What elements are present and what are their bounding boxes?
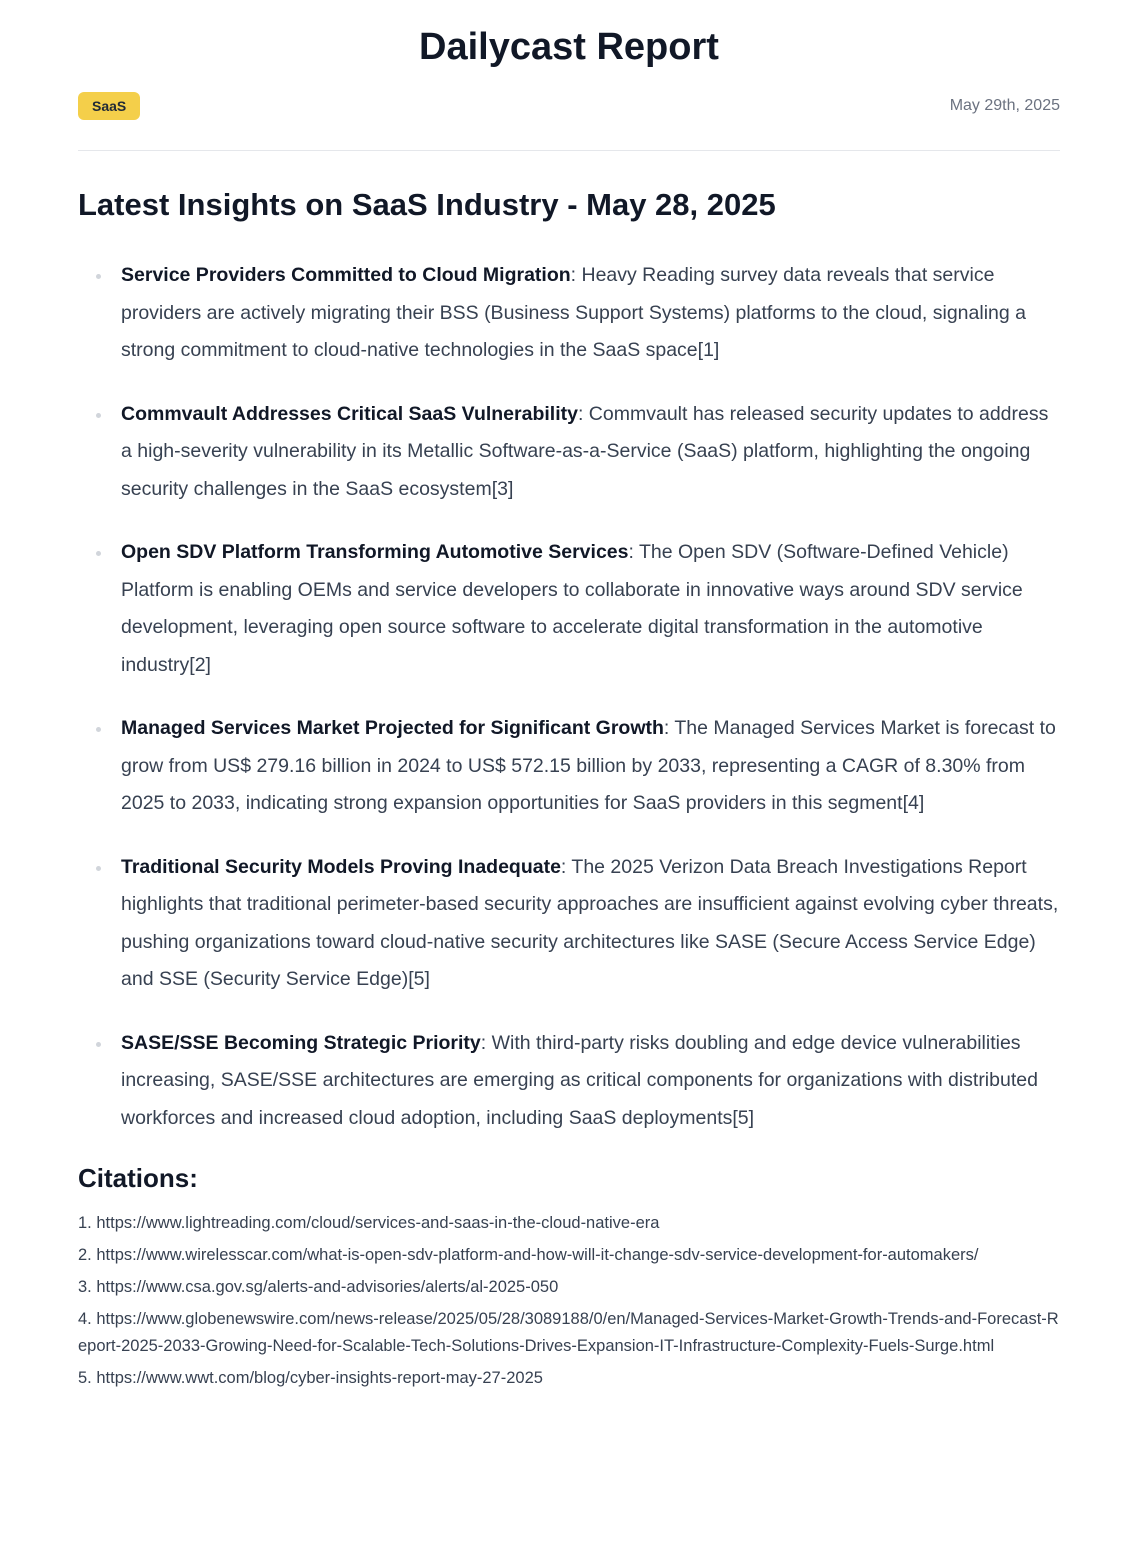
insight-body: : With third-party risks doubling and edge device vulnerabilities increasing, SASE/SSE architectures are emerging as critical components for organizations with distributed workforces and increased cloud adoption, including SaaS deployments[5] bbox=[121, 1031, 1038, 1129]
insight-title: SASE/SSE Becoming Strategic Priority bbox=[121, 1031, 481, 1054]
insight-title: Traditional Security Models Proving Inadequate bbox=[121, 855, 561, 878]
report bbox=[78, 0, 1060, 1417]
report-title: Dailycast Report bbox=[419, 26, 719, 68]
insight-body: : The Open SDV (Software-Defined Vehicle) Platform is enabling OEMs and service developers to collaborate in innovative ways around SDV service development, leveraging open source software to accelerate digital transformation in the automotive industry[2] bbox=[121, 541, 1023, 676]
insight-title: Managed Services Market Projected for Significant Growth bbox=[121, 717, 664, 739]
section-heading: Latest Insights on SaaS Industry - May 28, 2025 bbox=[78, 187, 776, 222]
insight-title: Service Providers Committed to Cloud Migration bbox=[121, 264, 571, 286]
citation-link[interactable]: 2. https://www.wirelesscar.com/what-is-open-sdv-platform-and-how-will-it-change-sdv-service-development-for-automakers/ bbox=[78, 1246, 979, 1264]
citation-link[interactable]: 1. https://www.lightreading.com/cloud/services-and-saas-in-the-cloud-native-era bbox=[78, 1214, 660, 1232]
citations-list bbox=[78, 1210, 1060, 1392]
citation-link[interactable]: 3. https://www.csa.gov.sg/alerts-and-advisories/alerts/al-2025-050 bbox=[78, 1278, 559, 1296]
insight-title: Commvault Addresses Critical SaaS Vulnerability bbox=[121, 402, 578, 425]
insight-body: : Heavy Reading survey data reveals that service providers are actively migrating their BSS (Business Support Systems) platforms to the cloud, signaling a strong commitment to cloud-native technologies in the SaaS space[1] bbox=[121, 264, 1026, 361]
insight-body: : Commvault has released security updates to address a high-severity vulnerability in its Metallic Software-as-a-Service (SaaS) platform, highlighting the ongoing security challenges in the SaaS ecosystem[3] bbox=[121, 402, 1049, 500]
list-item bbox=[121, 849, 1060, 999]
citations-heading: Citations: bbox=[78, 1163, 198, 1193]
list-item bbox=[121, 710, 1060, 823]
list-item bbox=[121, 257, 1060, 370]
list-item bbox=[121, 396, 1060, 509]
insights-list bbox=[78, 257, 1060, 1137]
insight-body: : The 2025 Verizon Data Breach Investigations Report highlights that traditional perimeter-based security approaches are insufficient against evolving cyber threats, pushing organizations toward cloud-native security architectures like SASE (Secure Access Service Edge) and SSE (Security Service Edge)[5] bbox=[121, 855, 1059, 990]
list-item bbox=[121, 1025, 1060, 1138]
citation-link[interactable]: 5. https://www.wwt.com/blog/cyber-insights-report-may-27-2025 bbox=[78, 1369, 543, 1387]
report-date: May 29th, 2025 bbox=[949, 97, 1060, 114]
report-meta bbox=[78, 92, 1060, 120]
divider bbox=[78, 150, 1060, 151]
list-item bbox=[121, 534, 1060, 684]
insight-body: : The Managed Services Market is forecast to grow from US$ 279.16 billion in 2024 to US$ 572.15 billion by 2033, representing a CAGR of 8.30% from 2025 to 2033, indicating strong expansion opportunities for SaaS providers in this segment[4] bbox=[121, 717, 1056, 814]
citation-link[interactable]: 4. https://www.globenewswire.com/news-release/2025/05/28/3089188/0/en/Managed-Services-Market-Growth-Trends-and-Forecast-Report-2025-2033-Growing-Need-for-Scalable-Tech-Solutions-Drives-Expansion-IT-Infrastructure-Complexity-Fuels-Surge.html bbox=[78, 1310, 1059, 1355]
insight-title: Open SDV Platform Transforming Automotive Services bbox=[121, 541, 629, 563]
category-badge: SaaS bbox=[78, 92, 140, 120]
